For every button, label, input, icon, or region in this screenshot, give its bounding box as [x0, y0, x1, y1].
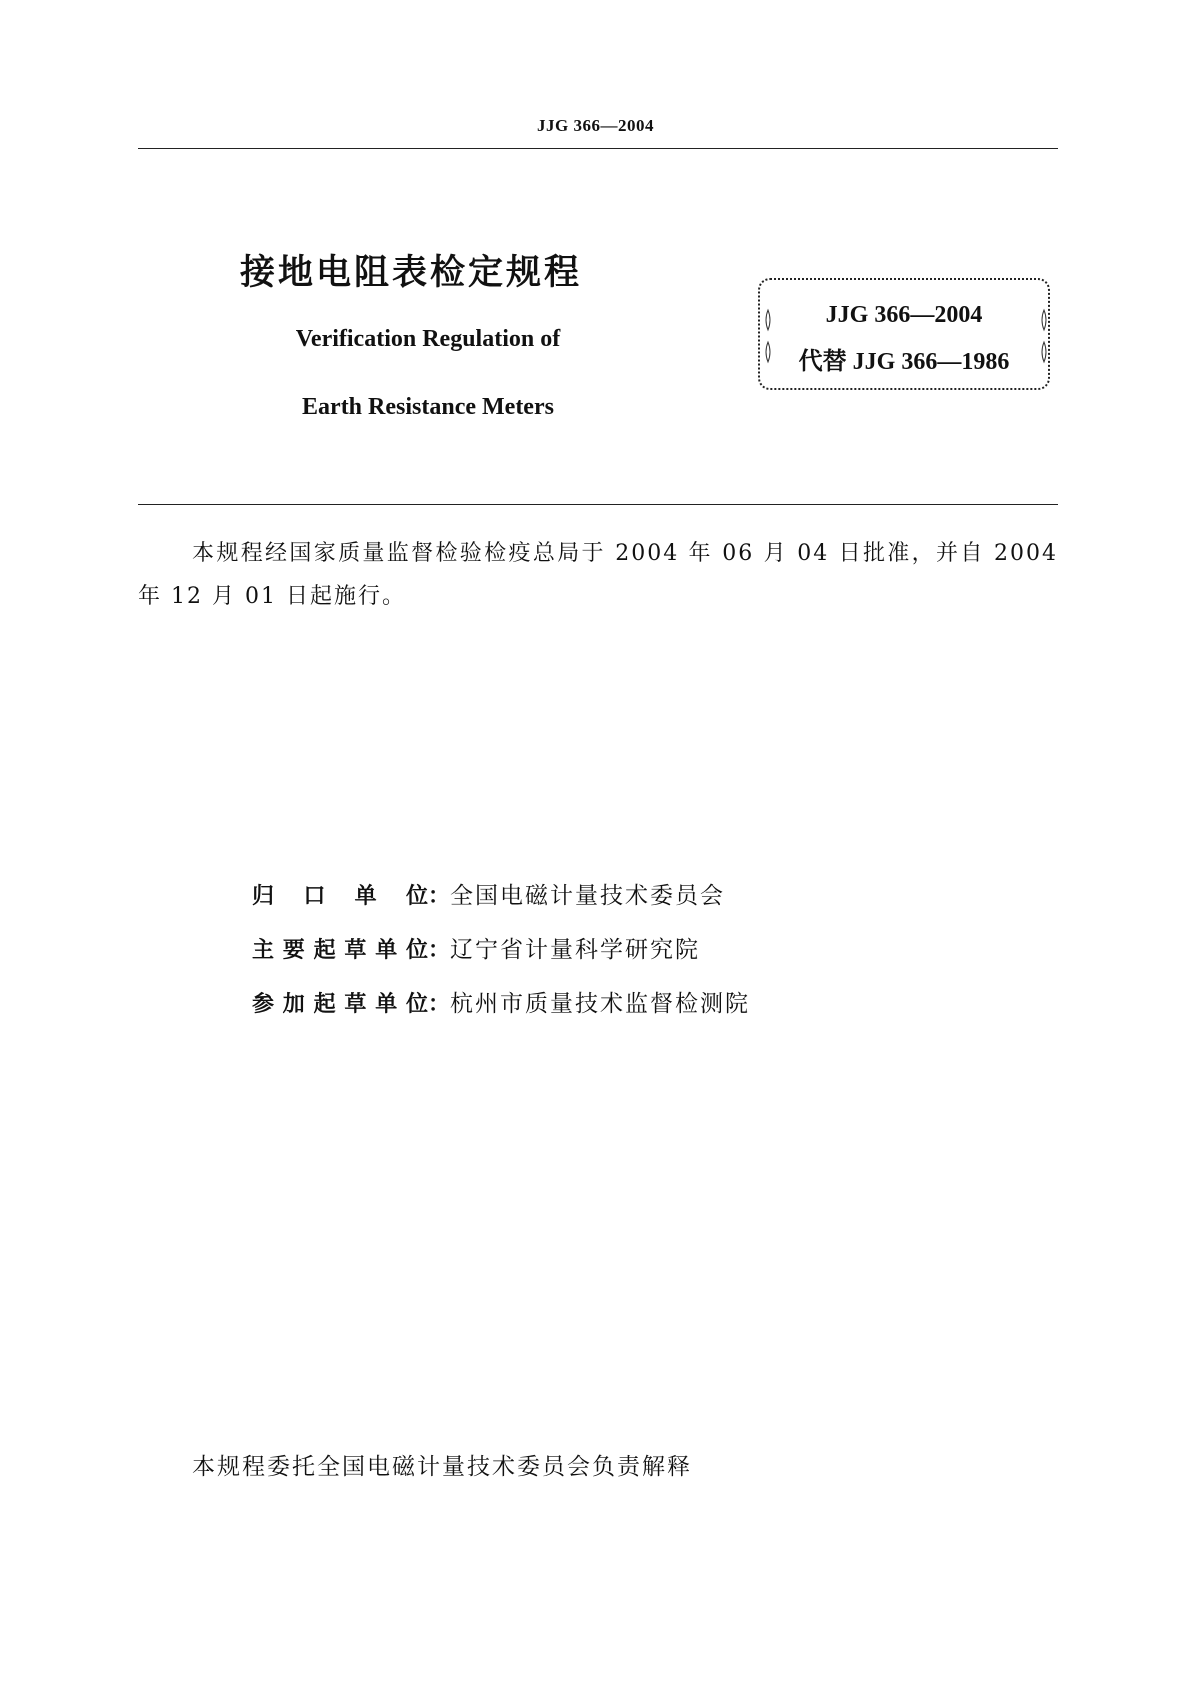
unit-colon: ： [428, 938, 451, 963]
drafting-units [252, 868, 750, 1030]
running-header: JJG 366—2004 [537, 116, 654, 135]
standard-code-box [758, 278, 1050, 390]
interpretation-note: 本规程委托全国电磁计量技术委员会负责解释 [192, 1454, 692, 1480]
unit-row-responsible [252, 868, 750, 922]
title-english-line1: Verification Regulation of [295, 326, 561, 352]
unit-label: 归口单位 [252, 884, 428, 909]
approval-paragraph: 本规程经国家质量监督检验检疫总局于 2004 年 06 月 04 日批准，并自 2004 年 12 月 01 日起施行。 [138, 541, 1058, 609]
unit-value: 辽宁省计量科学研究院 [450, 937, 701, 963]
standard-code: JJG 366—2004 [825, 302, 983, 328]
unit-label: 参加起草单位 [252, 992, 428, 1017]
unit-row-participating-drafter [252, 976, 750, 1030]
unit-value: 杭州市质量技术监督检测院 [450, 991, 751, 1017]
header-rule [138, 148, 1058, 149]
unit-colon: ： [428, 884, 451, 909]
title-english-line2: Earth Resistance Meters [302, 394, 554, 420]
unit-value: 全国电磁计量技术委员会 [450, 883, 726, 909]
replaces-code: 代替 JJG 366—1986 [798, 349, 1010, 375]
section-rule [138, 504, 1058, 505]
unit-colon: ： [428, 992, 451, 1017]
unit-label: 主要起草单位 [252, 938, 428, 963]
title-chinese: 接地电阻表检定规程 [240, 253, 583, 293]
unit-row-main-drafter [252, 922, 750, 976]
